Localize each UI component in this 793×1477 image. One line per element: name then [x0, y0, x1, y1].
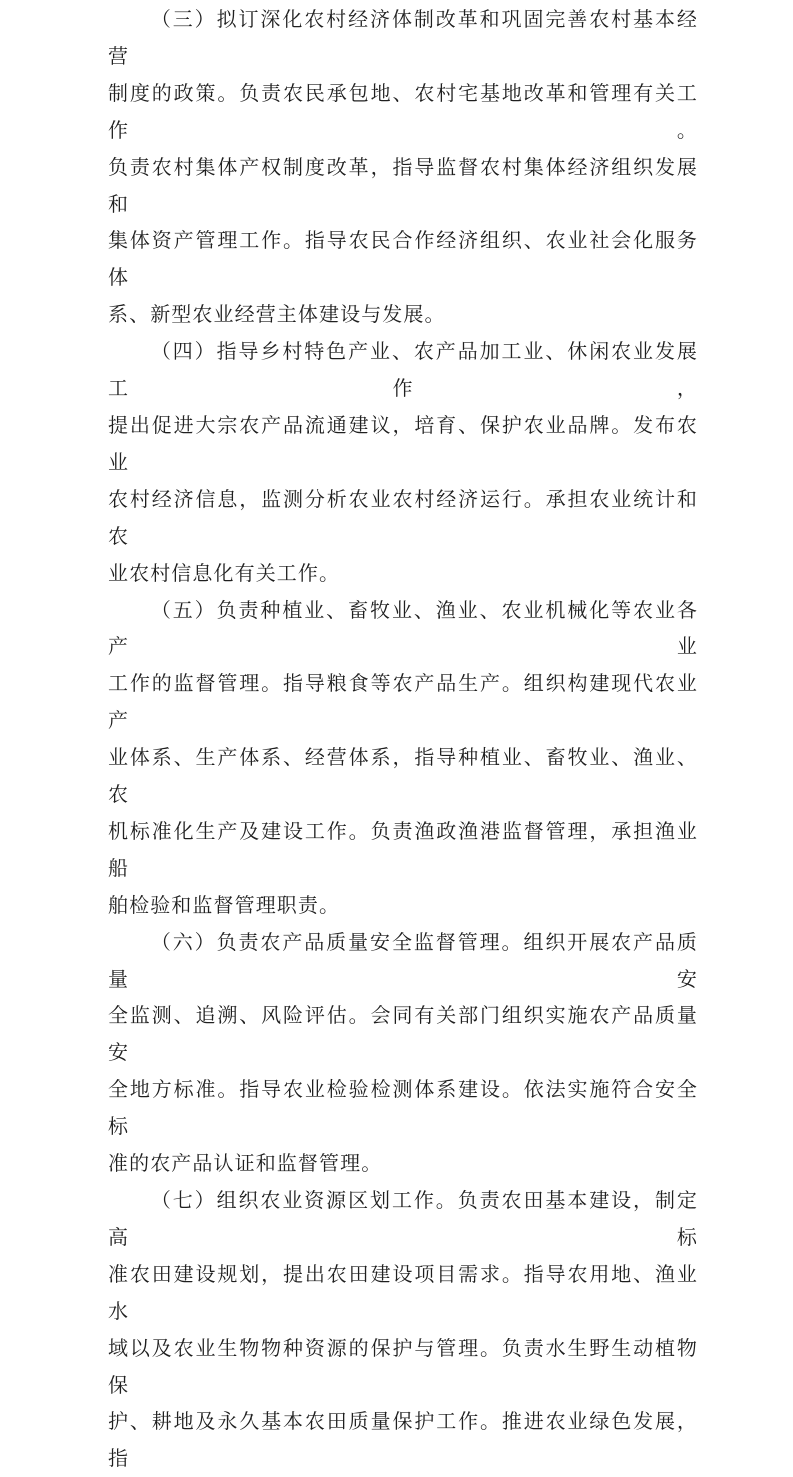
text-line: 护、耕地及永久基本农田质量保护工作。推进农业绿色发展，指 [108, 1409, 698, 1471]
text-line: 全监测、追溯、风险评估。会同有关部门组织实施农产品质量安 [108, 1003, 698, 1065]
text-line: 全地方标准。指导农业检验检测体系建设。依法实施符合安全标 [108, 1077, 698, 1139]
paragraph-4 [108, 333, 698, 591]
text-line: 负责农村集体产权制度改革，指导监督农村集体经济组织发展和 [108, 154, 698, 216]
paragraph-7 [108, 1182, 698, 1477]
text-line: 舶检验和监督管理职责。 [108, 892, 341, 917]
text-line: 集体资产管理工作。指导农民合作经济组织、农业社会化服务体 [108, 228, 698, 290]
text-line: 系、新型农业经营主体建设与发展。 [108, 302, 446, 327]
text-line: 制度的政策。负责农民承包地、农村宅基地改革和管理有关工作。 [108, 80, 698, 142]
text-line: （三）拟订深化农村经济体制改革和巩固完善农村基本经营 [108, 7, 698, 68]
text-line: 业体系、生产体系、经营体系，指导种植业、畜牧业、渔业、农 [108, 745, 698, 807]
text-line: 准农田建设规划，提出农田建设项目需求。指导农用地、渔业水 [108, 1261, 698, 1323]
text-line: 农村经济信息，监测分析农业农村经济运行。承担农业统计和农 [108, 486, 698, 548]
text-line: 准的农产品认证和监督管理。 [108, 1151, 383, 1176]
text-line: （四）指导乡村特色产业、农产品加工业、休闲农业发展工作， [108, 339, 698, 401]
document-body [108, 0, 698, 1477]
text-line: （七）组织农业资源区划工作。负责农田基本建设，制定高标 [108, 1188, 698, 1249]
text-line: 业农村信息化有关工作。 [108, 560, 341, 585]
paragraph-6 [108, 924, 698, 1182]
text-line: （五）负责种植业、畜牧业、渔业、农业机械化等农业各产业 [108, 597, 698, 659]
text-line: 域以及农业生物物种资源的保护与管理。负责水生野生动植物保 [108, 1335, 698, 1397]
paragraph-5 [108, 592, 698, 924]
text-line: 提出促进大宗农产品流通建议，培育、保护农业品牌。发布农业 [108, 412, 698, 474]
paragraph-3 [108, 0, 698, 333]
text-line: 工作的监督管理。指导粮食等农产品生产。组织构建现代农业产 [108, 671, 698, 733]
text-line: 机标准化生产及建设工作。负责渔政渔港监督管理，承担渔业船 [108, 818, 698, 880]
text-line: （六）负责农产品质量安全监督管理。组织开展农产品质量安 [108, 929, 698, 991]
